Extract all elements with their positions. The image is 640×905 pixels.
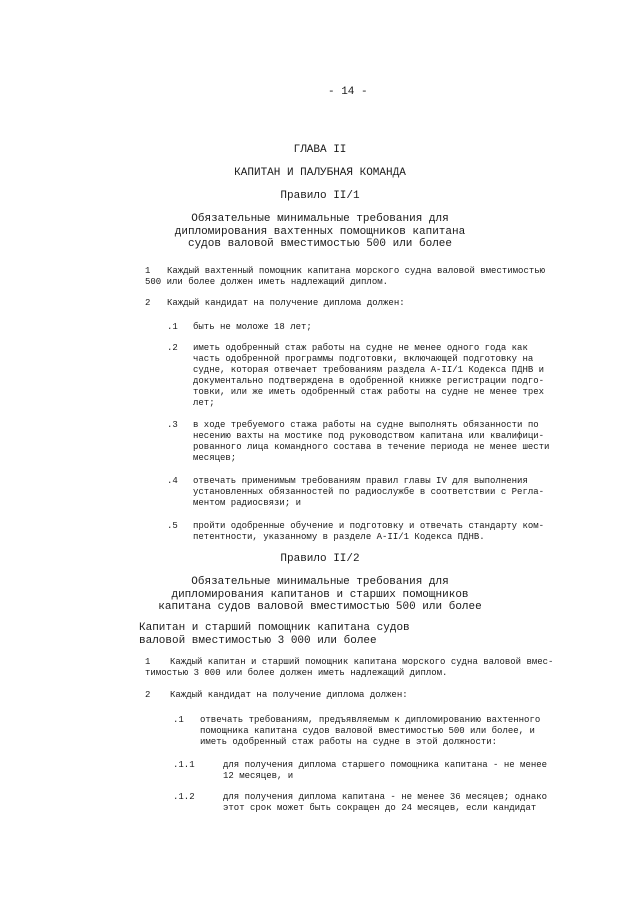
heading-line: судов валовой вместимостью 500 или более bbox=[187, 238, 453, 250]
item-number: .4 bbox=[167, 476, 178, 486]
rule-1-item-3: в ходе требуемого стажа работы на судне выполнять обязанности по несению вахты на мостике под руководством капитана или квалифици- рованного лица командного состава в течение периода не менее шести месяцев; bbox=[193, 420, 550, 463]
rule-1-item-1: быть не моложе 18 лет; bbox=[193, 322, 312, 332]
heading-line: Обязательные минимальные требования для bbox=[191, 576, 449, 588]
item-number: .1 bbox=[173, 715, 184, 725]
heading-line: капитана судов валовой вместимостью 500 или более bbox=[158, 601, 482, 613]
chapter-number: ГЛАВА II bbox=[293, 144, 347, 156]
rule-2-heading bbox=[0, 576, 640, 614]
item-number: .1.1 bbox=[173, 760, 195, 770]
item-number: .5 bbox=[167, 521, 178, 531]
page-number: - 14 - bbox=[328, 86, 368, 98]
rule-2-para-2-number: 2 bbox=[145, 690, 151, 700]
chapter-title: КАПИТАН И ПАЛУБНАЯ КОМАНДА bbox=[234, 167, 406, 179]
rule-1-item-5: пройти одобренные обучение и подготовку и отвечать стандарту ком- петентности, указанному в разделе А-II/1 Кодекса ПДНВ. bbox=[193, 521, 545, 542]
rule-1-item-2: иметь одобренный стаж работы на судне не менее одного года как часть одобренной программы подготовки, включающей подготовку на судне, которая отвечает требованиям раздела А-II/1 Кодекса ПДНВ и документально подтверждена в одобренной книжке регистрации подго- товки, или же иметь одобренный стаж работы на судне не менее трех лет; bbox=[193, 343, 545, 408]
rule-1-item-4: отвечать применимым требованиям правил главы IV для выполнения установленных обязанностей по радиослужбе в соответствии с Регла- ментом радиосвязи; и bbox=[193, 476, 545, 508]
rule-2-item-1: отвечать требованиям, предъявляемым к дипломированию вахтенного помощника капитана судов валовой вместимостью 500 или более, и иметь одобренный стаж работы на судне в этой должности: bbox=[200, 715, 541, 747]
heading-line: дипломирования капитанов и старших помощников bbox=[171, 588, 469, 601]
rule-1-para-2-number: 2 bbox=[145, 298, 151, 308]
heading-line: Обязательные минимальные требования для bbox=[191, 213, 449, 225]
rule-2-item-1-1: для получения диплома старшего помощника капитана - не менее 12 месяцев, и bbox=[223, 760, 548, 781]
item-number: .3 bbox=[167, 420, 178, 430]
item-number: .2 bbox=[167, 343, 178, 353]
rule-2-para-1: Каждый капитан и старший помощник капитана морского судна валовой вмес- тимостью 3 000 или более должен иметь надлежащий диплом. bbox=[145, 657, 554, 678]
rule-1-para-1-number: 1 bbox=[145, 266, 151, 276]
rule-1-para-1: Каждый вахтенный помощник капитана морского судна валовой вместимостью 500 или более должен иметь надлежащий диплом. bbox=[145, 266, 546, 287]
rule-1-para-2: Каждый кандидат на получение диплома должен: bbox=[167, 298, 405, 308]
rule-2-item-1-2: для получения диплома капитана - не менее 36 месяцев; однако этот срок может быть сокращен до 24 месяцев, если кандидат bbox=[223, 792, 548, 813]
rule-2-para-2: Каждый кандидат на получение диплома должен: bbox=[170, 690, 408, 700]
rule-1-heading bbox=[0, 213, 640, 251]
rule-2-para-1-number: 1 bbox=[145, 657, 151, 667]
item-number: .1 bbox=[167, 322, 178, 332]
rule-1-title: Правило II/1 bbox=[280, 190, 360, 202]
rule-2-title: Правило II/2 bbox=[280, 553, 360, 565]
heading-line: дипломирования вахтенных помощников капитана bbox=[174, 225, 466, 238]
item-number: .1.2 bbox=[173, 792, 195, 802]
rule-2-subheading: Капитан и старший помощник капитана судов валовой вместимостью 3 000 или более bbox=[139, 622, 410, 647]
